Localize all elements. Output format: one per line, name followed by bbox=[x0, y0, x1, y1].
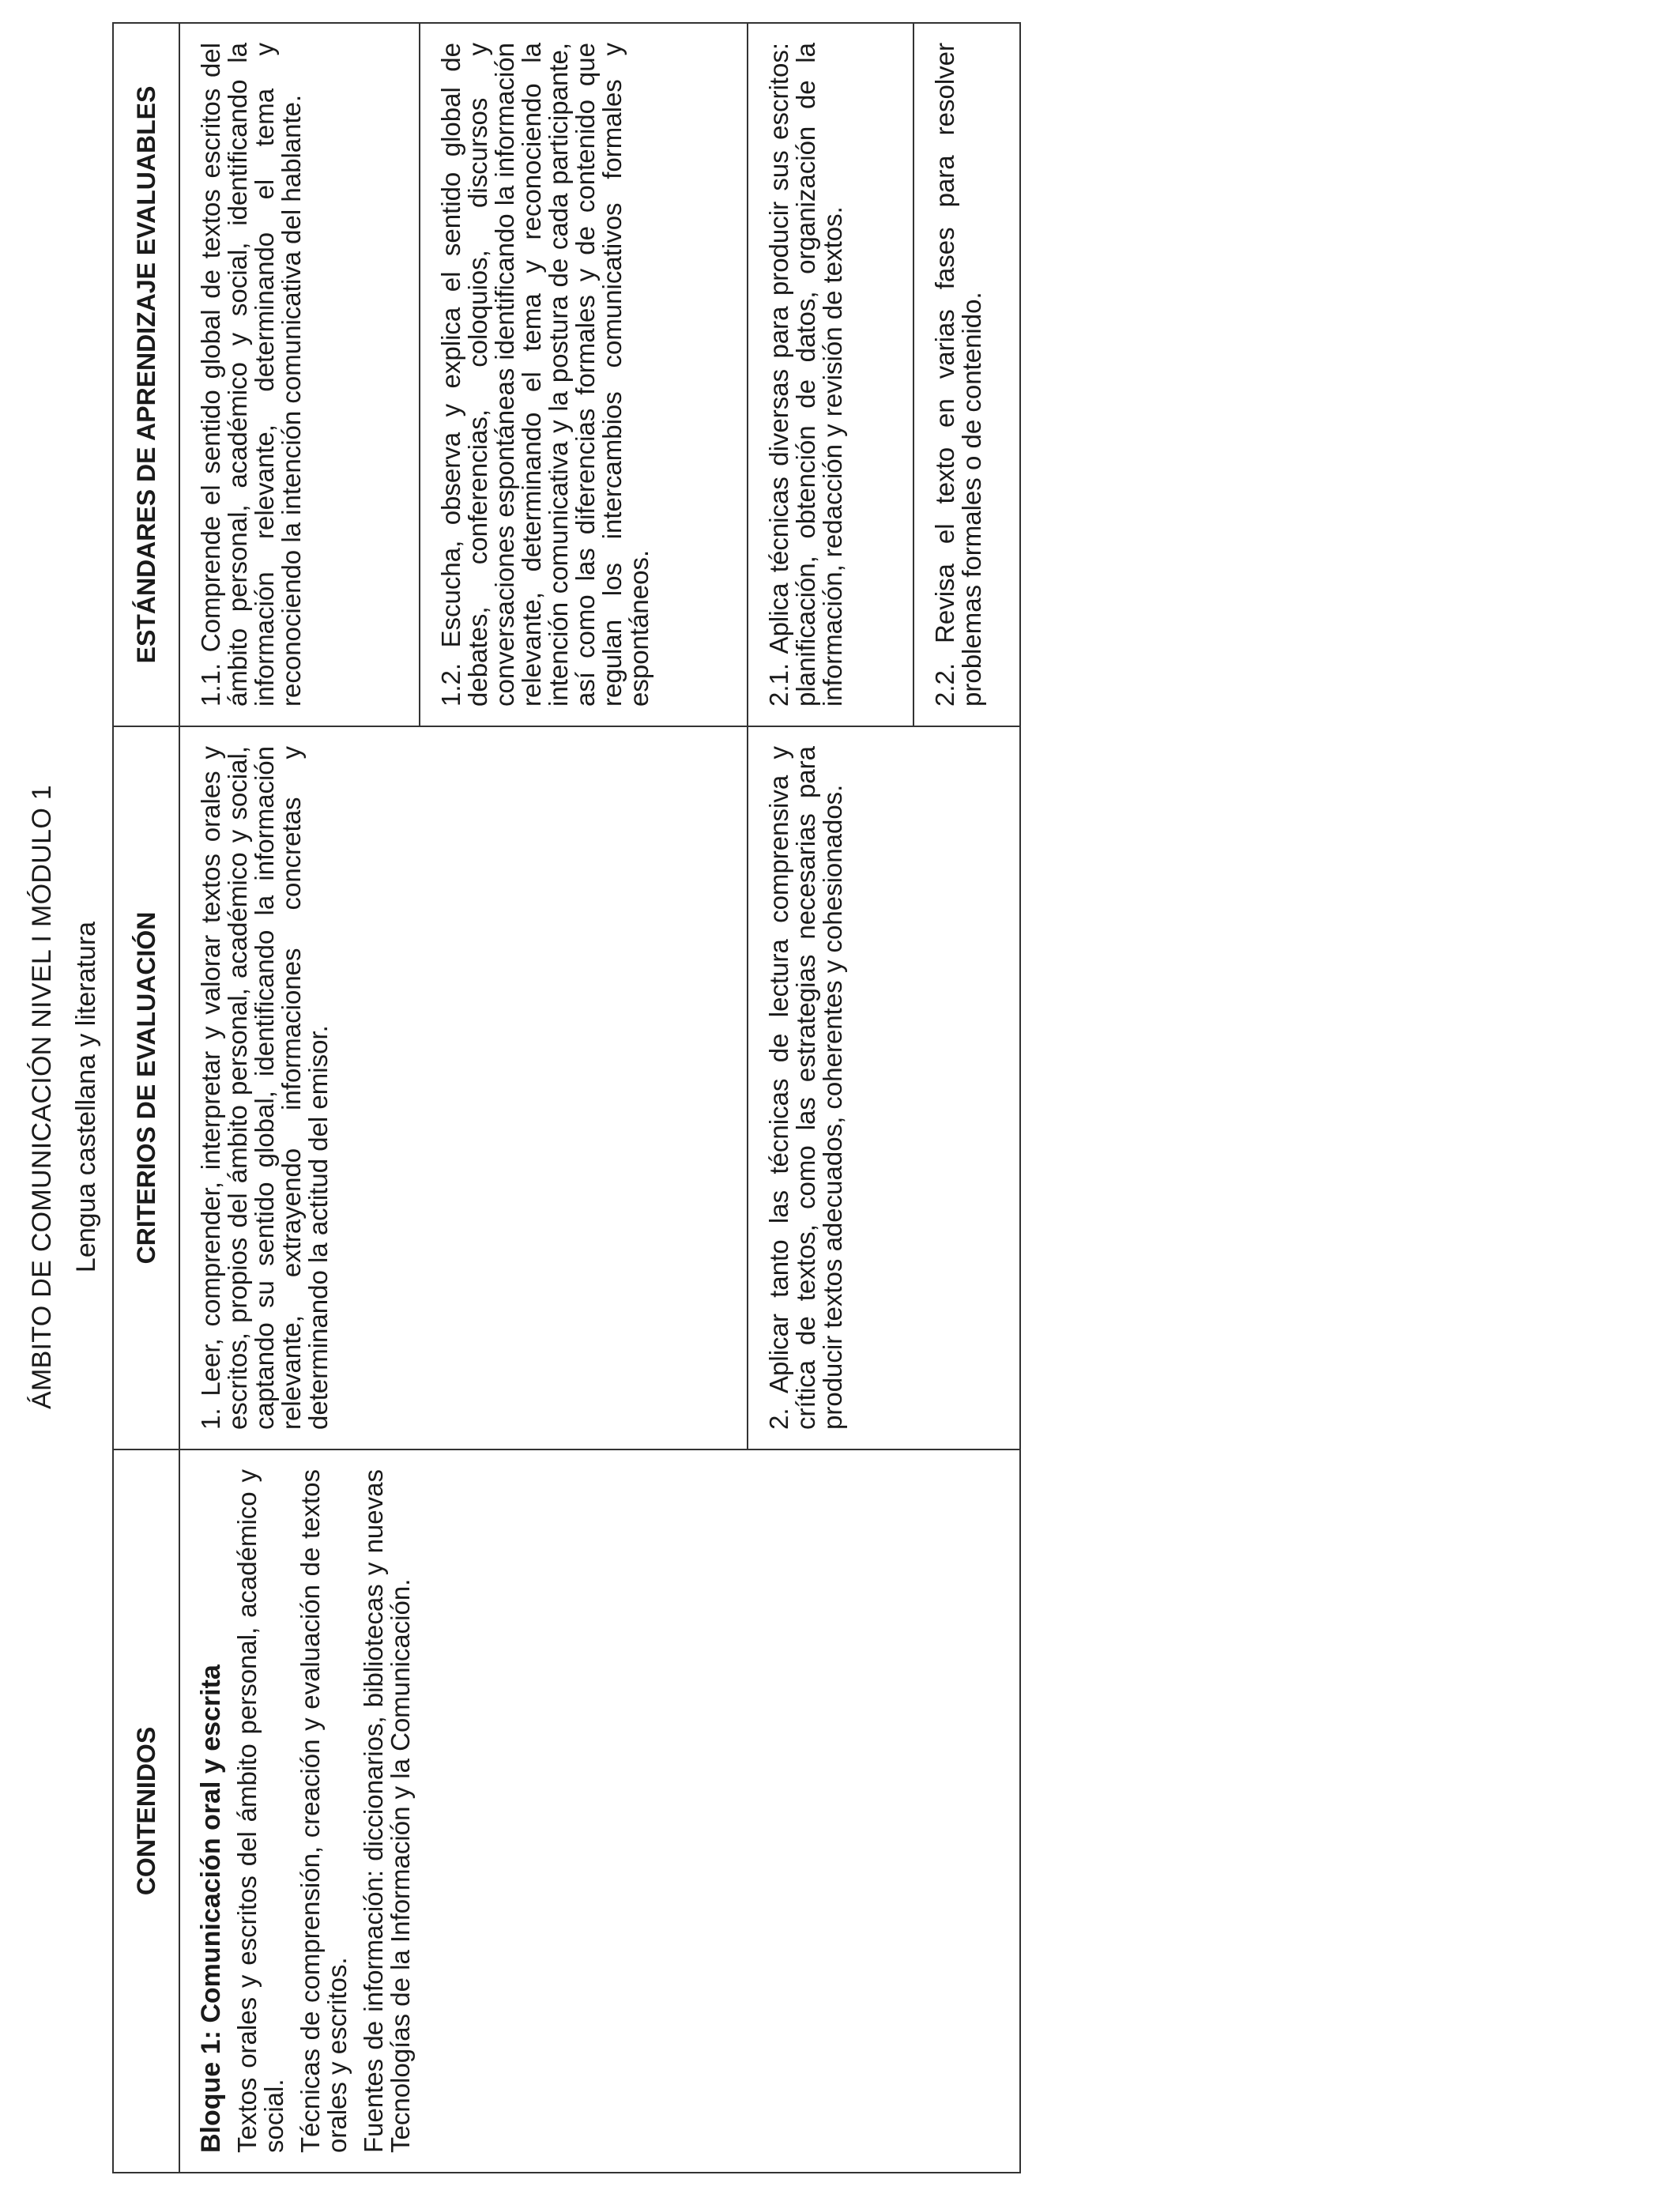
header-criteria: CRITERIOS DE EVALUACIÓN bbox=[113, 726, 179, 1449]
criteria-cell-1: 1. Leer, comprender, interpretar y valorar textos orales y escritos, propios del ámbito personal, académico y social, captando su sentido global, identificando la información relevante, extrayendo informaciones concretas y determinando la actitud del emisor. bbox=[179, 726, 748, 1449]
table-row bbox=[179, 23, 420, 2173]
criteria-cell-2: 2. Aplicar tanto las técnicas de lectura comprensiva y crítica de textos, como las estrategias necesarias para producir textos adecuados, coherentes y cohesionados. bbox=[748, 726, 1020, 1449]
block-title: Bloque 1: Comunicación oral y escrita bbox=[196, 1664, 226, 2153]
header-row bbox=[113, 23, 179, 2173]
standard-cell-1-1: 1.1. Comprende el sentido global de textos escritos del ámbito personal, académico y social, identificando la información relevante, determinando el tema y reconociendo la intención comunicativa del hablante. bbox=[179, 23, 420, 726]
curriculum-table-wrapper bbox=[112, 24, 1009, 2173]
contents-cell bbox=[179, 1449, 1020, 2173]
header-contents: CONTENIDOS bbox=[113, 1449, 179, 2173]
content-item: Técnicas de comprensión, creación y evaluación de textos orales y escritos. bbox=[296, 1469, 352, 2153]
page-title: ÁMBITO DE COMUNICACIÓN NIVEL I MÓDULO 1 bbox=[27, 784, 57, 1410]
standard-cell-2-2: 2.2. Revisa el texto en varias fases para resolver problemas formales o de contenido. bbox=[913, 23, 1020, 726]
content-item: Fuentes de información: diccionarios, bibliotecas y nuevas Tecnologías de la Información y la Comunicación. bbox=[359, 1469, 415, 2153]
standard-cell-1-2: 1.2. Escucha, observa y explica el sentido global de debates, conferencias, coloquios, discursos y conversaciones espontáneas identificando la información relevante, determinando el tema y reconociendo la intención comunicativa y la postura de cada participante, así como las diferencias formales y de contenido que regulan los intercambios comunicativos formales y espontáneos. bbox=[420, 23, 748, 726]
content-item: Textos orales y escritos del ámbito personal, académico y social. bbox=[232, 1469, 288, 2153]
header-standards: ESTÁNDARES DE APRENDIZAJE EVALUABLES bbox=[113, 23, 179, 726]
curriculum-table bbox=[112, 22, 1021, 2173]
page-subtitle: Lengua castellana y literatura bbox=[71, 921, 101, 1273]
standard-cell-2-1: 2.1. Aplica técnicas diversas para producir sus escritos: planificación, obtención de datos, organización de la información, redacción y revisión de textos. bbox=[748, 23, 913, 726]
